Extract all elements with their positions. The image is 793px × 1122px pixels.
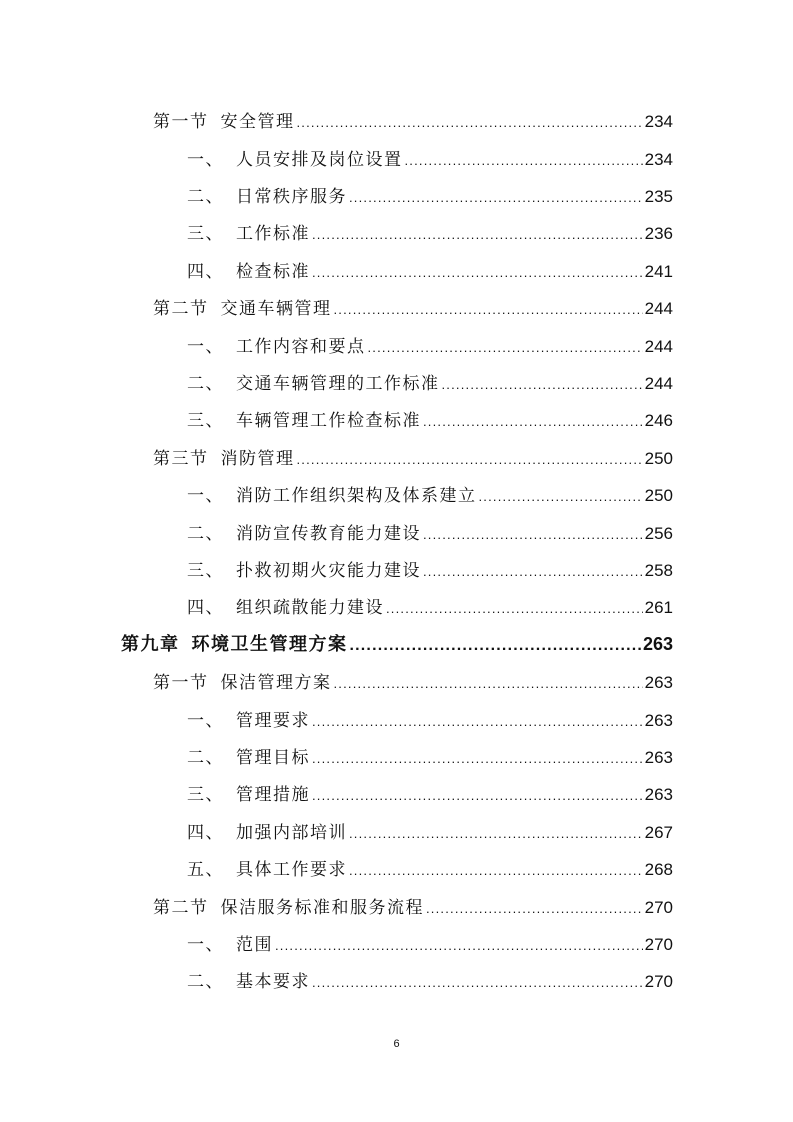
toc-entry[interactable] (0, 886, 793, 923)
toc-entry-number: 三、 (187, 560, 224, 581)
toc-entry-line (187, 332, 673, 357)
toc-entry-title: 工作内容和要点 (236, 336, 366, 357)
toc-entry-label (121, 630, 348, 656)
page-number: 6 (393, 1038, 400, 1050)
toc-entry-line (187, 743, 673, 768)
dot-leader (442, 377, 643, 392)
toc-entry-number: 二、 (187, 747, 224, 768)
toc-entry[interactable] (0, 138, 793, 175)
toc-entry-label (187, 556, 421, 581)
dot-leader (297, 452, 643, 467)
toc-entry-title: 管理措施 (236, 785, 310, 806)
toc-entry-number: 三、 (187, 785, 224, 806)
toc-entry-label (187, 780, 310, 805)
toc-entry-label (187, 706, 310, 731)
dot-leader (349, 826, 643, 841)
toc-page-number: 244 (644, 299, 673, 319)
dot-leader (423, 414, 643, 429)
toc-entry[interactable] (0, 961, 793, 998)
toc-page-number: 234 (644, 149, 673, 169)
toc-entry-title: 人员安排及岗位设置 (236, 149, 403, 170)
dot-leader (312, 788, 643, 803)
toc-entry-title: 保洁服务标准和服务流程 (220, 897, 424, 918)
toc-page-number: 234 (644, 112, 673, 132)
dot-leader (312, 265, 643, 280)
toc-entry-line (187, 593, 673, 618)
toc-entry-label (187, 406, 421, 431)
dot-leader (312, 751, 643, 766)
toc-entry-line (153, 107, 673, 132)
toc-entry-number: 二、 (187, 186, 224, 207)
toc-entry-line (187, 519, 673, 544)
toc-entry-title: 日常秩序服务 (236, 186, 347, 207)
toc-entry[interactable] (0, 438, 793, 475)
toc-entry[interactable] (0, 924, 793, 961)
toc-entry-line (187, 556, 673, 581)
toc-entry-label (153, 107, 295, 132)
toc-entry-line (187, 481, 673, 506)
toc-page-number: 263 (642, 634, 673, 655)
toc-entry-label (187, 182, 347, 207)
dot-leader (275, 938, 643, 953)
toc-page-number: 270 (644, 934, 673, 954)
toc-page-number: 256 (644, 523, 673, 543)
toc-entry[interactable] (0, 699, 793, 736)
toc-entry-number: 一、 (187, 934, 224, 955)
toc-page-number: 241 (644, 261, 673, 281)
toc-entry-label (153, 893, 424, 918)
toc-entry-number: 四、 (187, 598, 224, 619)
dot-leader (312, 975, 643, 990)
toc-entry-title: 消防工作组织架构及体系建立 (236, 486, 477, 507)
toc-entry-number: 四、 (187, 261, 224, 282)
dot-leader (312, 714, 643, 729)
toc-page-number: 250 (644, 486, 673, 506)
toc-entry-number: 第二节 (153, 299, 209, 320)
dot-leader (334, 676, 643, 691)
toc-page-number: 263 (644, 673, 673, 693)
toc-page-number: 236 (644, 224, 673, 244)
toc-entry[interactable] (0, 325, 793, 362)
toc-page-number: 246 (644, 411, 673, 431)
toc-entry-line (153, 444, 673, 469)
toc-entry-number: 三、 (187, 224, 224, 245)
toc-entry-title: 检查标准 (236, 261, 310, 282)
toc-entry-number: 二、 (187, 523, 224, 544)
dot-leader (479, 489, 643, 504)
toc-entry-number: 一、 (187, 710, 224, 731)
toc-entry-title: 消防管理 (220, 448, 295, 469)
toc-entry-line (187, 219, 673, 244)
toc-entry-number: 第一节 (153, 673, 209, 694)
toc-entry[interactable] (0, 288, 793, 325)
toc-entry-title: 交通车辆管理的工作标准 (236, 373, 440, 394)
toc-entry[interactable] (0, 512, 793, 549)
toc-entry-label (187, 967, 310, 992)
toc-entry-line (153, 893, 673, 918)
toc-page-number: 267 (644, 822, 673, 842)
toc-entry-label (153, 444, 295, 469)
toc-entry-label (187, 332, 366, 357)
toc-entry-label (187, 369, 440, 394)
dot-leader (423, 527, 643, 542)
toc-entry-title: 管理目标 (236, 747, 310, 768)
toc-entry-line (153, 294, 673, 319)
toc-entry-number: 一、 (187, 336, 224, 357)
toc-page-number: 268 (644, 860, 673, 880)
dot-leader (334, 302, 643, 317)
toc-entry[interactable] (0, 587, 793, 624)
toc-entry-title: 环境卫生管理方案 (191, 634, 348, 656)
toc-page-number: 261 (644, 598, 673, 618)
toc-entry[interactable] (0, 363, 793, 400)
toc-entry[interactable] (0, 101, 793, 138)
toc-entry-label (187, 219, 310, 244)
toc-page-number: 263 (644, 785, 673, 805)
toc-entry-number: 四、 (187, 822, 224, 843)
toc-entry-title: 车辆管理工作检查标准 (236, 411, 421, 432)
dot-leader (386, 601, 643, 616)
toc-entry-line (187, 145, 673, 170)
toc-entry[interactable] (0, 849, 793, 886)
toc-page-number: 244 (644, 373, 673, 393)
toc-entry[interactable] (0, 475, 793, 512)
toc-page-number: 263 (644, 710, 673, 730)
dot-leader (426, 901, 643, 916)
toc-entry[interactable] (0, 774, 793, 811)
toc-entry-line (187, 406, 673, 431)
toc-entry-title: 交通车辆管理 (220, 299, 332, 320)
toc-entry-number: 三、 (187, 411, 224, 432)
toc-entry-line (187, 369, 673, 394)
toc-entry-title: 管理要求 (236, 710, 310, 731)
toc-entry-label (187, 930, 273, 955)
toc-entry-label (187, 145, 403, 170)
dot-leader (368, 340, 643, 355)
toc-entry-line (187, 930, 673, 955)
toc-page-number: 270 (644, 972, 673, 992)
toc-entry-number: 一、 (187, 149, 224, 170)
toc-entry-line (187, 818, 673, 843)
toc-entry-title: 加强内部培训 (236, 822, 347, 843)
dot-leader (350, 637, 641, 655)
toc-page-number: 250 (644, 448, 673, 468)
toc-entry-title: 具体工作要求 (236, 860, 347, 881)
toc-entry[interactable] (0, 812, 793, 849)
toc-page-number: 244 (644, 336, 673, 356)
toc-entry[interactable] (0, 662, 793, 699)
toc-entry[interactable] (0, 400, 793, 437)
toc-entry-number: 一、 (187, 486, 224, 507)
dot-leader (423, 564, 643, 579)
toc-entry-label (187, 257, 310, 282)
toc-entry[interactable] (0, 550, 793, 587)
toc-entry-number: 二、 (187, 373, 224, 394)
toc-entry-title: 工作标准 (236, 224, 310, 245)
toc-entry-title: 范围 (236, 934, 273, 955)
toc-entry[interactable] (0, 625, 793, 662)
toc-entry-title: 消防宣传教育能力建设 (236, 523, 421, 544)
toc-page-number: 263 (644, 747, 673, 767)
toc-entry-label (153, 294, 332, 319)
dot-leader (312, 227, 643, 242)
toc-entry-number: 第一节 (153, 112, 209, 133)
toc-entry[interactable] (0, 737, 793, 774)
toc-entry-line (187, 706, 673, 731)
toc-entry-title: 扑救初期火灾能力建设 (236, 560, 421, 581)
toc-entry-title: 保洁管理方案 (220, 673, 332, 694)
toc-entry-line (187, 855, 673, 880)
dot-leader (349, 190, 643, 205)
toc-entry-number: 五、 (187, 860, 224, 881)
toc-entry-number: 二、 (187, 972, 224, 993)
toc-entry[interactable] (0, 251, 793, 288)
toc-page-number: 270 (644, 897, 673, 917)
toc-entry-title: 组织疏散能力建设 (236, 598, 384, 619)
toc-entry-number: 第九章 (121, 634, 180, 656)
dot-leader (405, 153, 643, 168)
toc-entry-label (187, 743, 310, 768)
toc-entry-label (187, 481, 477, 506)
toc-entry-line (187, 182, 673, 207)
toc-page-number: 258 (644, 560, 673, 580)
toc-entry-line (187, 780, 673, 805)
toc-entry-label (187, 519, 421, 544)
toc-entry-number: 第三节 (153, 448, 209, 469)
toc-entry-line (187, 257, 673, 282)
toc-entry-line (153, 668, 673, 693)
toc-entry-line (121, 630, 673, 656)
dot-leader (349, 863, 643, 878)
toc-entry-label (187, 593, 384, 618)
toc-entry[interactable] (0, 176, 793, 213)
toc-entry-label (187, 855, 347, 880)
toc-entry[interactable] (0, 213, 793, 250)
toc-entry-label (187, 818, 347, 843)
toc-entry-line (187, 967, 673, 992)
toc-entry-title: 基本要求 (236, 972, 310, 993)
toc-entry-title: 安全管理 (220, 112, 295, 133)
toc-entry-number: 第二节 (153, 897, 209, 918)
dot-leader (297, 115, 643, 130)
toc-entry-label (153, 668, 332, 693)
toc-page-number: 235 (644, 186, 673, 206)
